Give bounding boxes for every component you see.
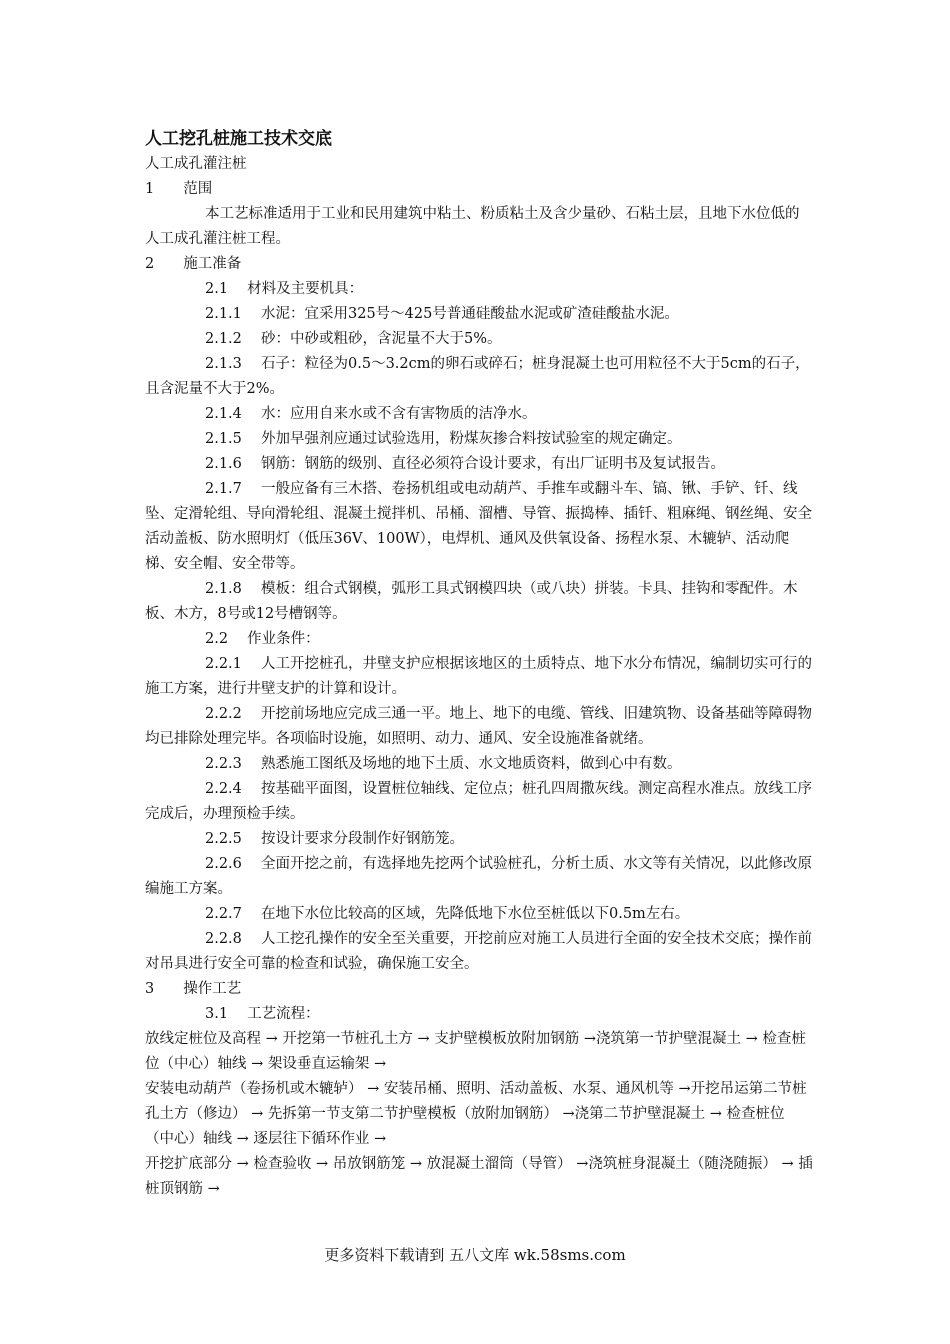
clause-2-1-6: 2.1.6 钢筋：钢筋的级别、直径必须符合设计要求，有出厂证明书及复试报告。: [205, 456, 726, 472]
clause-2-2-8: 2.2.8 人工挖孔操作的安全至关重要，开挖前应对施工人员进行全面的安全技术交底；操作前对吊具进行安全可靠的检查和试验，确保施工安全。: [145, 931, 812, 972]
document-title: 人工挖孔桩施工技术交底: [145, 129, 332, 149]
clause-2-2-4: 2.2.4 按基础平面图，设置桩位轴线、定位点；桩孔四周撒灰线。测定高程水准点。放线工序完成后，办理预检手续。: [145, 781, 812, 822]
process-flow-line-3: 开挖扩底部分 → 检查验收 → 吊放钢筋笼 → 放混凝土溜筒（导管） →浇筑桩身混凝土（随浇随振） → 插桩顶钢筋 →: [145, 1156, 813, 1197]
clause-2-1-3: 2.1.3 石子：粒径为0.5～3.2cm的卵石或碎石；桩身混凝土也可用粒径不大于5cm的石子，且含泥量不大于2%。: [145, 356, 810, 397]
process-flow-line-2: 安装电动葫芦（卷扬机或木辘轳） → 安装吊桶、照明、活动盖板、水泵、通风机等 →开挖吊运第二节桩孔土方（修边） → 先拆第一节支第二节护壁模板（放附加钢筋） →浇第二节护壁混凝土 → 检查桩位（中心）轴线 → 逐层往下循环作业 →: [145, 1081, 807, 1147]
clause-2-2-3: 2.2.3 熟悉施工图纸及场地的地下土质、水文地质资料，做到心中有数。: [205, 756, 682, 772]
section-2-heading: 2 施工准备: [145, 256, 242, 272]
clause-2-1-1: 2.1.1 水泥：宜采用325号～425号普通硅酸盐水泥或矿渣硅酸盐水泥。: [205, 306, 679, 322]
document-subtitle: 人工成孔灌注桩: [145, 156, 247, 172]
clause-2-2: 2.2 作业条件：: [205, 631, 320, 647]
footer-download-note: 更多资料下载请到 五八文库 wk.58sms.com: [324, 1246, 626, 1264]
clause-2-2-1: 2.2.1 人工开挖桩孔，井壁支护应根据该地区的土质特点、地下水分布情况，编制切实可行的施工方案，进行井壁支护的计算和设计。: [145, 656, 812, 697]
section-1-heading: 1 范围: [145, 181, 213, 197]
scope-paragraph: 本工艺标准适用于工业和民用建筑中粘土、粉质粘土及含少量砂、石粘土层，且地下水位低的人工成孔灌注桩工程。: [145, 206, 800, 247]
clause-2-1-4: 2.1.4 水：应用自来水或不含有害物质的洁净水。: [205, 406, 537, 422]
clause-2-1: 2.1 材料及主要机具：: [205, 281, 364, 297]
clause-3-1: 3.1 工艺流程：: [205, 1006, 320, 1022]
clause-2-1-5: 2.1.5 外加早强剂应通过试验选用，粉煤灰掺合料按试验室的规定确定。: [205, 431, 682, 447]
clause-2-2-7: 2.2.7 在地下水位比较高的区域，先降低地下水位至桩低以下0.5m左右。: [205, 906, 690, 922]
clause-2-1-7: 2.1.7 一般应备有三木搭、卷扬机组或电动葫芦、手推车或翻斗车、镐、锹、手铲、钎、线坠、定滑轮组、导向滑轮组、混凝土搅拌机、吊桶、溜槽、导管、振捣棒、插钎、粗麻绳、钢丝绳、安全活动盖板、防水照明灯（低压36V、100W），电焊机、通风及供氧设备、扬程水泵、木辘轳、活动爬梯、安全帽、安全带等。: [145, 481, 812, 572]
section-3-heading: 3 操作工艺: [145, 981, 242, 997]
process-flow-line-1: 放线定桩位及高程 → 开挖第一节桩孔土方 → 支护壁模板放附加钢筋 →浇筑第一节护壁混凝土 → 检查桩位（中心）轴线 → 架设垂直运输架 →: [145, 1031, 806, 1072]
clause-2-2-6: 2.2.6 全面开挖之前，有选择地先挖两个试验桩孔，分析土质、水文等有关情况，以此修改原编施工方案。: [145, 856, 812, 897]
document-body: [145, 126, 813, 1202]
clause-2-2-2: 2.2.2 开挖前场地应完成三通一平。地上、地下的电缆、管线、旧建筑物、设备基础等障碍物均已排除处理完毕。各项临时设施，如照明、动力、通风、安全设施准备就绪。: [145, 706, 812, 747]
clause-2-2-5: 2.2.5 按设计要求分段制作好钢筋笼。: [205, 831, 465, 847]
clause-2-1-8: 2.1.8 模板：组合式钢模，弧形工具式钢模四块（或八块）拼装。卡具、挂钩和零配件。木板、木方，8号或12号槽钢等。: [145, 581, 798, 622]
clause-2-1-2: 2.1.2 砂：中砂或粗砂，含泥量不大于5%。: [205, 331, 502, 347]
